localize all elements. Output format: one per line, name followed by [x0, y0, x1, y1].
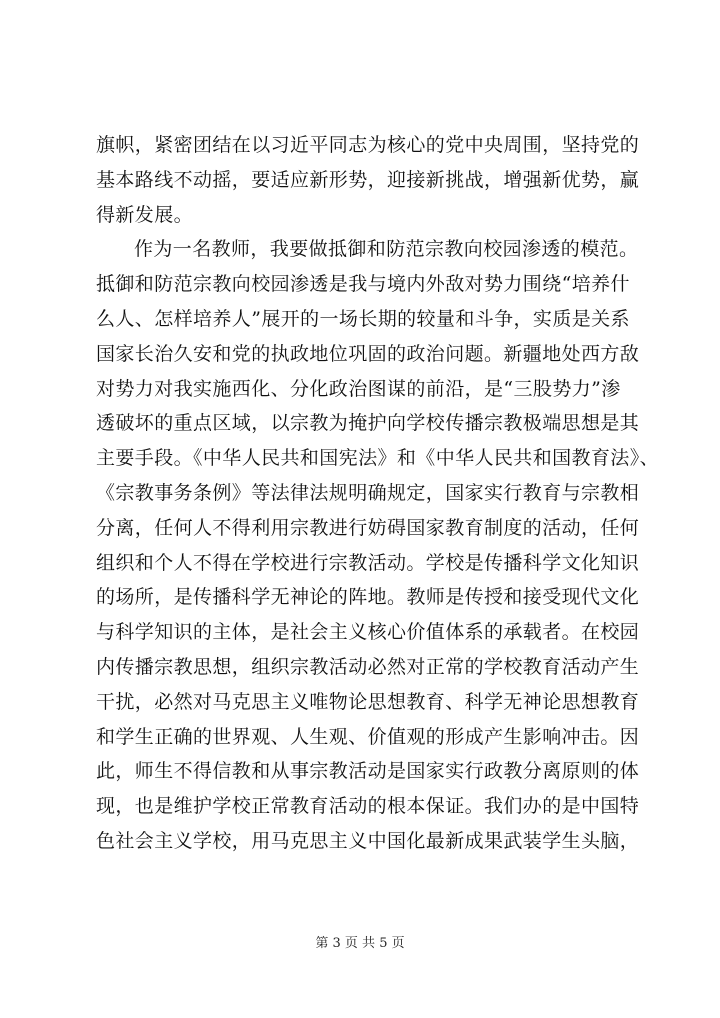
text-line: 内传播宗教思想，组织宗教活动必然对正常的学校教育活动产生 [96, 655, 640, 678]
paragraph-first-line: 作为一名教师，我要做抵御和防范宗教向校园渗透的模范。 [134, 238, 639, 261]
text-line: 么人、怎样培养人”展开的一场长期的较量和斗争，实质是关系 [96, 307, 630, 330]
text-line: 此，师生不得信教和从事宗教活动是国家实行政教分离原则的体 [96, 760, 640, 783]
text-line: 现，也是维护学校正常教育活动的根本保证。我们办的是中国特 [96, 795, 640, 818]
text-line: 透破坏的重点区域，以宗教为掩护向学校传播宗教极端思想是其 [96, 412, 640, 435]
text-line: 与科学知识的主体，是社会主义核心价值体系的承载者。在校园 [96, 621, 640, 644]
text-line: 抵御和防范宗教向校园渗透是我与境内外敌对势力围绕“培养什 [96, 273, 630, 296]
text-line: 色社会主义学校，用马克思主义中国化最新成果武装学生头脑， [96, 829, 640, 852]
text-line: 基本路线不动摇，要适应新形势，迎接新挑战，增强新优势，赢 [96, 168, 640, 191]
text-line: 和学生正确的世界观、人生观、价值观的形成产生影响冲击。因 [96, 725, 640, 748]
text-line: 主要手段。《中华人民共和国宪法》和《中华人民共和国教育法》、 [96, 447, 660, 470]
text-line: 国家长治久安和党的执政地位巩固的政治问题。新疆地处西方敌 [96, 342, 640, 365]
text-line: 旗帜，紧密团结在以习近平同志为核心的党中央周围，坚持党的 [96, 134, 640, 156]
text-line: 《宗教事务条例》等法律法规明确规定，国家实行教育与宗教相 [96, 481, 640, 504]
text-line: 得新发展。 [96, 203, 194, 226]
body-text [96, 128, 660, 859]
text-line: 干扰，必然对马克思主义唯物论思想教育、科学无神论思想教育 [96, 690, 640, 713]
text-line: 对势力对我实施西化、分化政治图谋的前沿，是“三股势力”渗 [96, 377, 621, 400]
text-line: 组织和个人不得在学校进行宗教活动。学校是传播科学文化知识 [96, 551, 640, 574]
page-number-footer: 第 3 页 共 5 页 [315, 936, 405, 951]
text-line: 分离，任何人不得利用宗教进行妨碍国家教育制度的活动，任何 [96, 516, 640, 539]
text-line: 的场所，是传播科学无神论的阵地。教师是传授和接受现代文化 [96, 586, 640, 609]
